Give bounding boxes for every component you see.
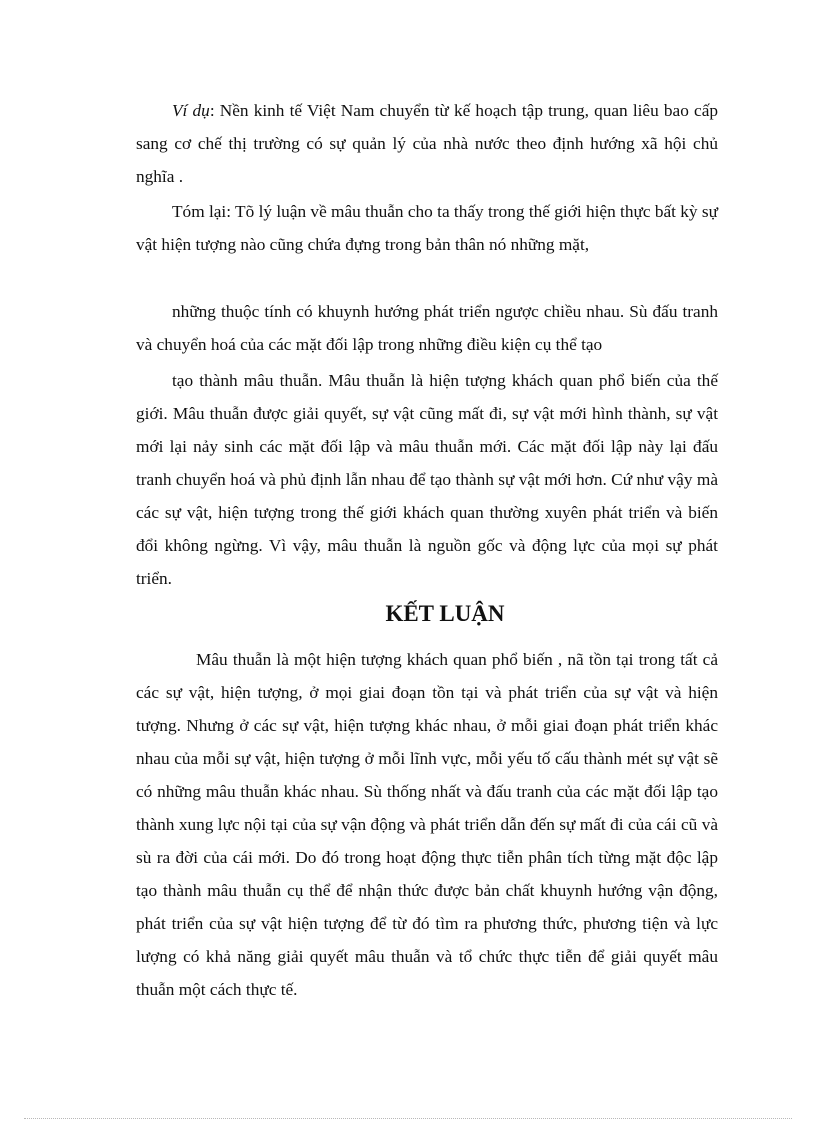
example-lead: Ví dụ — [172, 101, 210, 120]
example-body: : Nền kinh tế Việt Nam chuyển từ kế hoạch tập trung, quan liêu bao cấp sang cơ chế thị trường có sự quản lý của nhà nước theo định hướng xã hội chủ nghĩa . — [136, 101, 719, 186]
section-heading: KẾT LUẬN — [385, 601, 505, 626]
page-bottom-divider — [24, 1118, 792, 1119]
paragraph-example — [136, 94, 718, 193]
paragraph-summary: Tóm lại: Tõ lý luận về mâu thuẫn cho ta thấy trong thế giới hiện thực bất kỳ sự vật hiện tượng nào cũng chứa đựng trong bản thân nó những mặt, — [136, 202, 718, 254]
paragraph-conclusion: Mâu thuẫn là một hiện tượng khách quan phổ biến , nã tồn tại trong tất cả các sự vật, hiện tượng, ở mọi giai đoạn tồn tại và phát triển của sự vật và hiện tượng. Nhưng ở các sự vật, hiện tượng khác nhau, ở mỗi giai đoạn phát triển khác nhau của mỗi sự vật, hiện tượng ở mỗi lĩnh vực, mỗi yếu tố cấu thành mét sự vật sẽ có những mâu thuẫn khác nhau. Sù thống nhất và đấu tranh của các mặt đối lập tạo thành xung lực nội tại của sự vận động và phát triển dẫn đến sự mất đi của cái cũ và sù ra đời của cái mới. Do đó trong hoạt động thực tiễn phân tích từng mặt độc lập tạo thành mâu thuẫn cụ thể để nhận thức được bản chất khuynh hướng vận động, phát triển của sự vật hiện tượng để từ đó tìm ra phương thức, phương tiện và lực lượng có khả năng giải quyết mâu thuẫn và tổ chức thực tiễn để giải quyết mâu thuẫn một cách thực tế. — [136, 650, 718, 999]
paragraph-properties: những thuộc tính có khuynh hướng phát triển ngược chiều nhau. Sù đấu tranh và chuyển hoá của các mặt đối lập trong những điều kiện cụ thể tạo — [136, 302, 718, 354]
paragraph-contradiction: tạo thành mâu thuẫn. Mâu thuẫn là hiện tượng khách quan phổ biến của thế giới. Mâu thuẫn được giải quyết, sự vật cũng mất đi, sự vật mới hình thành, sự vật mới lại nảy sinh các mặt đối lập và mâu thuẫn mới. Các mặt đối lập này lại đấu tranh chuyển hoá và phủ định lẫn nhau để tạo thành sự vật mới hơn. Cứ như vậy mà các sự vật, hiện tượng trong thế giới khách quan thường xuyên phát triển và biến đổi không ngừng. Vì vậy, mâu thuẫn là nguồn gốc và động lực của mọi sự phát triển. — [136, 371, 718, 588]
